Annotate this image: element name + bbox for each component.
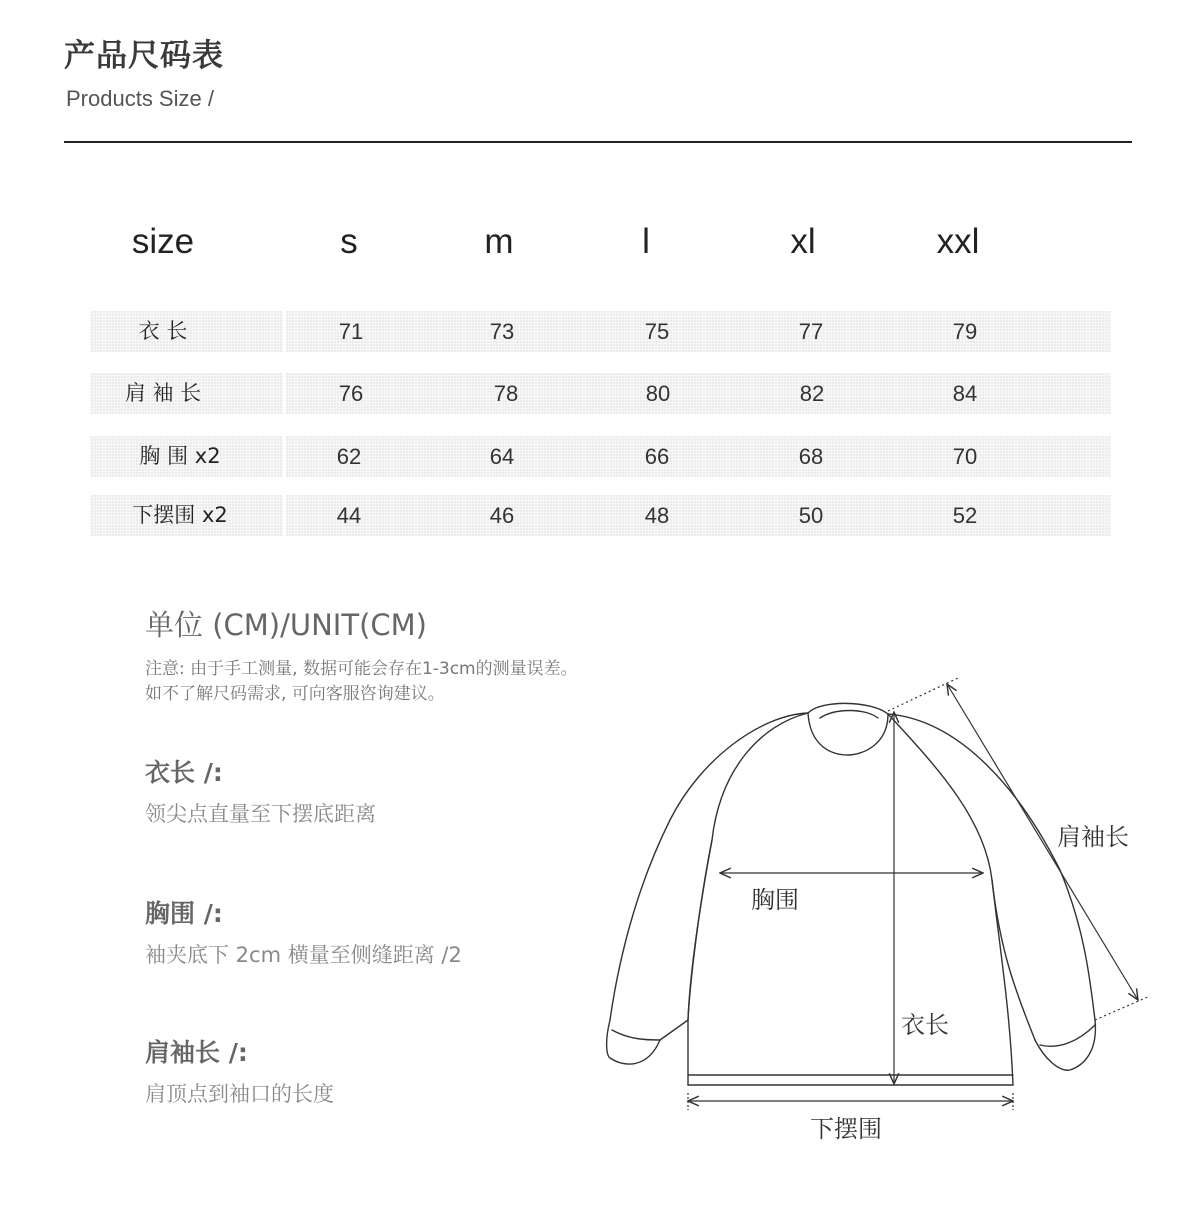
table-cell: 79 — [952, 319, 978, 344]
table-cell: 44 — [336, 503, 362, 528]
label-chest: 胸围 — [751, 886, 799, 914]
table-cell: 68 — [798, 444, 824, 469]
table-cell: 70 — [952, 444, 978, 469]
section-title-chest: 胸围 /: — [145, 899, 223, 928]
table-cell: 75 — [644, 319, 670, 344]
row-label-hem: 下摆围 x2 — [132, 503, 228, 527]
row-label-chest: 胸 围 x2 — [139, 444, 221, 468]
row-label-length: 衣 长 — [138, 319, 188, 343]
table-cell: 64 — [489, 444, 515, 469]
column-header-s: s — [340, 222, 358, 261]
label-hem: 下摆围 — [810, 1115, 882, 1143]
section-title-length: 衣长 /: — [145, 758, 223, 787]
table-cell: 71 — [338, 319, 364, 344]
note-line: 如不了解尺码需求, 可向客服咨询建议。 — [145, 684, 445, 704]
page-title: 产品尺码表 — [64, 38, 224, 74]
section-desc-shoulder-sleeve: 肩顶点到袖口的长度 — [145, 1082, 334, 1106]
table-cell: 77 — [798, 319, 824, 344]
table-cell: 73 — [489, 319, 515, 344]
table-cell: 66 — [644, 444, 670, 469]
table-cell: 46 — [489, 503, 515, 528]
table-cell: 82 — [799, 381, 825, 406]
table-cell: 48 — [644, 503, 670, 528]
unit-heading: 单位 (CM)/UNIT(CM) — [145, 608, 427, 642]
label-length: 衣长 — [901, 1011, 949, 1039]
table-cell: 52 — [952, 503, 978, 528]
section-desc-chest: 袖夹底下 2cm 横量至侧缝距离 /2 — [145, 943, 462, 967]
table-cell: 80 — [645, 381, 671, 406]
section-desc-length: 领尖点直量至下摆底距离 — [145, 802, 376, 826]
header-divider — [64, 141, 1132, 143]
table-cell: 84 — [952, 381, 978, 406]
table-cell: 76 — [338, 381, 364, 406]
page-subtitle: Products Size / — [66, 86, 214, 111]
note-line: 注意: 由于手工测量, 数据可能会存在1-3cm的测量误差。 — [145, 659, 578, 679]
column-header-xxl: xxl — [936, 222, 980, 261]
table-cell: 62 — [336, 444, 362, 469]
column-header-size: size — [131, 222, 195, 261]
column-header-xl: xl — [790, 222, 816, 261]
table-cell: 78 — [493, 381, 519, 406]
column-header-l: l — [642, 222, 650, 261]
table-cell: 50 — [798, 503, 824, 528]
column-header-m: m — [484, 222, 514, 261]
row-label-shoulder-sleeve: 肩 袖 长 — [124, 381, 202, 405]
section-title-shoulder-sleeve: 肩袖长 /: — [145, 1038, 248, 1067]
label-shoulder-sleeve: 肩袖长 — [1057, 823, 1129, 851]
